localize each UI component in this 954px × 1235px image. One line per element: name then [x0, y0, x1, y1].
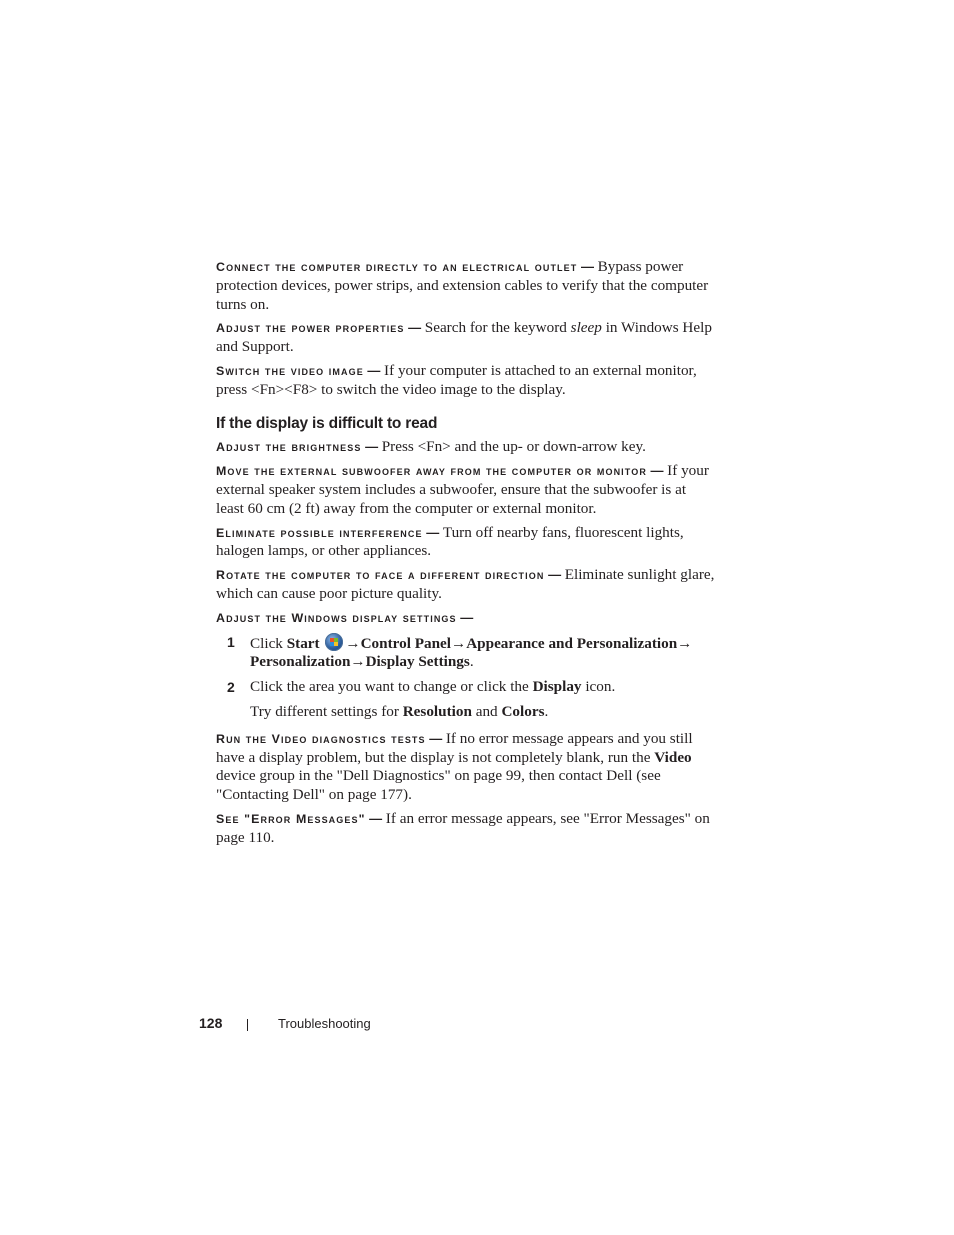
em-dash: — — [425, 730, 446, 746]
step-text: Click — [250, 634, 287, 652]
lead-text: essages" — [307, 811, 366, 826]
tip-adjust-brightness — [216, 438, 716, 457]
tip-body: Search for the keyword — [424, 319, 571, 337]
tip-lead — [216, 568, 544, 582]
lead-initial: A — [216, 321, 227, 336]
ui-control-panel: Control Panel — [360, 634, 452, 652]
lead-text: indows display settings — [304, 610, 457, 625]
tip-move-subwoofer — [216, 462, 716, 518]
tip-rotate-computer — [216, 566, 716, 604]
lead-text: ee " — [225, 811, 252, 826]
tip-lead — [216, 464, 647, 478]
step-list — [216, 633, 716, 697]
tip-body: Bypass power protection devices, power strips, and extension cables to verify that the computer turns on. — [216, 258, 709, 313]
lead-text: witch the video image — [225, 363, 364, 378]
chapter-title: Troubleshooting — [278, 1016, 371, 1031]
em-dash: — — [363, 362, 385, 378]
arrow-icon: → — [677, 634, 693, 652]
keyword-sleep: sleep — [570, 319, 602, 337]
tip-body: device group in the "Dell Diagnostics" on page 99, then contact Dell (see "Contacting Dell" on page 177). — [216, 767, 661, 804]
lead-initial: V — [271, 731, 282, 746]
tip-body: If your external speaker system includes a subwoofer, ensure that the subwoofer is at least 60 cm (2 ft) away from the computer or external monitor. — [216, 462, 709, 517]
em-dash: — — [577, 259, 598, 274]
note-text: . — [544, 702, 549, 720]
tip-body: If your computer is attached to an external monitor, press <Fn><F8> to switch the video image to the display. — [216, 361, 697, 398]
step-text: Click the area you want to change or click the — [250, 678, 533, 696]
em-dash: — — [422, 524, 443, 540]
lead-initial: E — [251, 811, 261, 826]
lead-text: djust the power properties — [226, 321, 405, 336]
tip-switch-video — [216, 362, 716, 400]
tip-body: Press <Fn> and the up- or down-arrow key. — [381, 438, 646, 456]
tip-lead — [216, 812, 366, 826]
lead-text: onnect the computer directly to an electrical outlet — [226, 260, 578, 274]
lead-initial: A — [216, 610, 227, 625]
tip-run-video-diagnostics — [216, 730, 716, 805]
lead-text: un the — [226, 731, 272, 746]
ui-start: Start — [286, 634, 320, 652]
step-number: 1 — [227, 633, 235, 650]
lead-initial: S — [216, 811, 226, 826]
arrow-icon: → — [451, 634, 467, 652]
tip-lead — [216, 321, 405, 335]
lead-text: djust the brightness — [226, 440, 362, 455]
lead-text: ove the external subwoofer away from the computer or monitor — [227, 464, 647, 479]
lead-initial: E — [216, 525, 226, 540]
arrow-icon: → — [345, 634, 361, 652]
ui-video: Video — [654, 748, 692, 766]
em-dash: — — [544, 567, 565, 583]
step-text: icon. — [581, 678, 616, 696]
lead-text: otate the computer to face a different direction — [226, 568, 545, 583]
ui-appearance-personalization: Appearance and Personalization — [466, 634, 678, 652]
windows-start-icon — [325, 633, 343, 651]
page-footer — [0, 1015, 954, 1035]
step-1 — [216, 633, 716, 673]
tip-body: Turn off nearby fans, fluorescent lights, halogen lamps, or other appliances. — [216, 523, 684, 560]
lead-initial: M — [216, 464, 228, 479]
em-dash: — — [646, 463, 668, 479]
section-heading: If the display is difficult to read — [216, 414, 438, 432]
lead-initial: C — [216, 260, 227, 274]
tip-see-error-messages — [216, 810, 716, 848]
tip-body: If an error message appears, see "Error Messages" on page 110. — [216, 809, 710, 846]
tip-lead — [216, 440, 361, 454]
ui-personalization: Personalization — [250, 653, 351, 671]
step-2 — [216, 678, 716, 697]
lead-text: djust the — [226, 610, 292, 625]
em-dash: — — [361, 439, 382, 455]
ui-resolution: Resolution — [402, 702, 472, 720]
tip-power-properties — [216, 319, 716, 357]
page-number: 128 — [199, 1015, 223, 1031]
arrow-icon: → — [350, 653, 366, 671]
lead-initial: W — [291, 610, 305, 625]
step-number: 2 — [227, 679, 235, 696]
tip-lead — [216, 611, 457, 625]
step-note — [216, 703, 716, 722]
lead-text: rror — [260, 811, 296, 826]
lead-initial: M — [295, 811, 308, 826]
tip-body: If no error message appears and you still have a display problem, but the display is not completely blank, run the — [216, 729, 693, 766]
em-dash: — — [404, 320, 425, 336]
note-text: Try different settings for — [250, 702, 403, 720]
lead-text: ideo diagnostics tests — [281, 731, 426, 746]
tip-lead — [216, 526, 423, 540]
lead-initial: S — [216, 363, 226, 378]
ui-display-settings: Display Settings — [365, 653, 470, 671]
lead-initial: R — [216, 568, 227, 583]
footer-divider — [247, 1019, 248, 1031]
tip-lead — [216, 732, 426, 746]
tip-lead — [216, 364, 364, 378]
ui-colors: Colors — [501, 702, 545, 720]
ui-display: Display — [532, 678, 582, 696]
note-text: and — [471, 702, 502, 720]
lead-initial: A — [216, 440, 227, 455]
lead-initial: R — [216, 731, 227, 746]
lead-text: liminate possible interference — [225, 525, 423, 540]
em-dash: — — [365, 810, 386, 826]
tip-lead — [216, 260, 577, 274]
tip-body: in Windows Help and Support. — [216, 319, 712, 356]
tip-adjust-windows-display — [216, 609, 716, 628]
tip-eliminate-interference — [216, 524, 716, 562]
em-dash: — — [456, 609, 474, 625]
tip-body: Eliminate sunlight glare, which can cause poor picture quality. — [216, 566, 715, 602]
step-text: . — [469, 653, 474, 671]
page-content — [216, 258, 716, 853]
tip-connect-outlet — [216, 258, 716, 314]
